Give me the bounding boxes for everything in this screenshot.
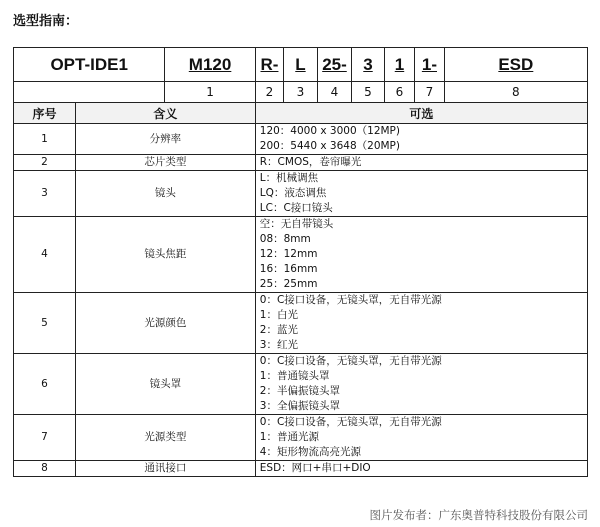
row-meaning: 芯片类型: [75, 155, 255, 171]
option-item: 2：蓝光: [259, 324, 298, 336]
row-number: 1: [14, 124, 76, 155]
table-row: [14, 217, 588, 293]
row-meaning: 光源颜色: [75, 293, 255, 354]
row-options: [255, 124, 587, 155]
segment-number: 2: [255, 82, 283, 103]
option-item: 3：红光: [259, 339, 298, 351]
row-meaning: 通讯接口: [75, 461, 255, 477]
model-code-row: [14, 48, 588, 82]
table-header-row: [14, 103, 588, 124]
option-item: R：CMOS，卷帘曝光: [259, 156, 362, 168]
row-number: 7: [14, 415, 76, 461]
row-number: 4: [14, 217, 76, 293]
option-item: 120：4000 x 3000（12MP): [259, 125, 400, 137]
row-options: [255, 415, 587, 461]
table-row: [14, 415, 588, 461]
option-item: 4：矩形物流高亮光源: [259, 446, 361, 458]
option-item: LQ：液态调焦: [259, 187, 327, 199]
row-meaning: 光源类型: [75, 415, 255, 461]
option-item: 12：12mm: [259, 248, 318, 260]
segment-number-blank: [14, 82, 165, 103]
table-row: [14, 124, 588, 155]
row-options: [255, 293, 587, 354]
option-item: 3：全偏振镜头罩: [259, 400, 340, 412]
row-options: [255, 354, 587, 415]
segment-number: 6: [384, 82, 414, 103]
model-prefix: OPT-IDE1: [14, 48, 165, 82]
row-options: [255, 171, 587, 217]
segment-number-row: [14, 82, 588, 103]
row-options: [255, 155, 587, 171]
row-meaning: 分辨率: [75, 124, 255, 155]
code-segment-8: ESD: [444, 48, 587, 82]
segment-number: 7: [415, 82, 444, 103]
segment-number: 5: [352, 82, 385, 103]
option-item: 1：普通光源: [259, 431, 319, 443]
option-item: 2：半偏振镜头罩: [259, 385, 340, 397]
header-no: 序号: [14, 103, 76, 124]
option-item: 1：普通镜头罩: [259, 370, 330, 382]
option-item: L：机械调焦: [259, 172, 319, 184]
selection-guide-table: [13, 47, 588, 477]
option-item: 200：5440 x 3648（20MP): [259, 140, 400, 152]
code-segment-2: R-: [255, 48, 283, 82]
code-segment-6: 1: [384, 48, 414, 82]
option-item: 0：C接口设备，无镜头罩，无自带光源: [259, 416, 442, 428]
option-item: 0：C接口设备，无镜头罩，无自带光源: [259, 355, 442, 367]
page-title: 选型指南：: [13, 14, 79, 29]
row-number: 5: [14, 293, 76, 354]
table-row: [14, 354, 588, 415]
row-options: [255, 461, 587, 477]
option-item: 16：16mm: [259, 263, 318, 275]
table-row: [14, 171, 588, 217]
code-segment-7: 1-: [415, 48, 444, 82]
segment-number: 8: [444, 82, 587, 103]
option-item: 08：8mm: [259, 233, 311, 245]
option-item: LC：C接口镜头: [259, 202, 333, 214]
code-segment-5: 3: [352, 48, 385, 82]
row-options: [255, 217, 587, 293]
option-item: 1：白光: [259, 309, 298, 321]
table-row: [14, 155, 588, 171]
row-number: 3: [14, 171, 76, 217]
row-number: 6: [14, 354, 76, 415]
row-meaning: 镜头: [75, 171, 255, 217]
option-item: 空：无自带镜头: [259, 218, 334, 230]
segment-number: 4: [317, 82, 352, 103]
publisher-credit: 图片发布者：广东奥普特科技股份有限公司: [369, 508, 588, 522]
row-number: 2: [14, 155, 76, 171]
code-segment-1: M120: [165, 48, 255, 82]
header-meaning: 含义: [75, 103, 255, 124]
row-number: 8: [14, 461, 76, 477]
code-segment-3: L: [284, 48, 318, 82]
option-item: ESD：网口+串口+DIO: [259, 462, 371, 474]
row-meaning: 镜头焦距: [75, 217, 255, 293]
header-options: 可选: [255, 103, 587, 124]
code-segment-4: 25-: [317, 48, 352, 82]
option-item: 25：25mm: [259, 278, 318, 290]
table-row: [14, 293, 588, 354]
row-meaning: 镜头罩: [75, 354, 255, 415]
table-row: [14, 461, 588, 477]
segment-number: 1: [165, 82, 255, 103]
option-item: 0：C接口设备，无镜头罩，无自带光源: [259, 294, 442, 306]
segment-number: 3: [284, 82, 318, 103]
